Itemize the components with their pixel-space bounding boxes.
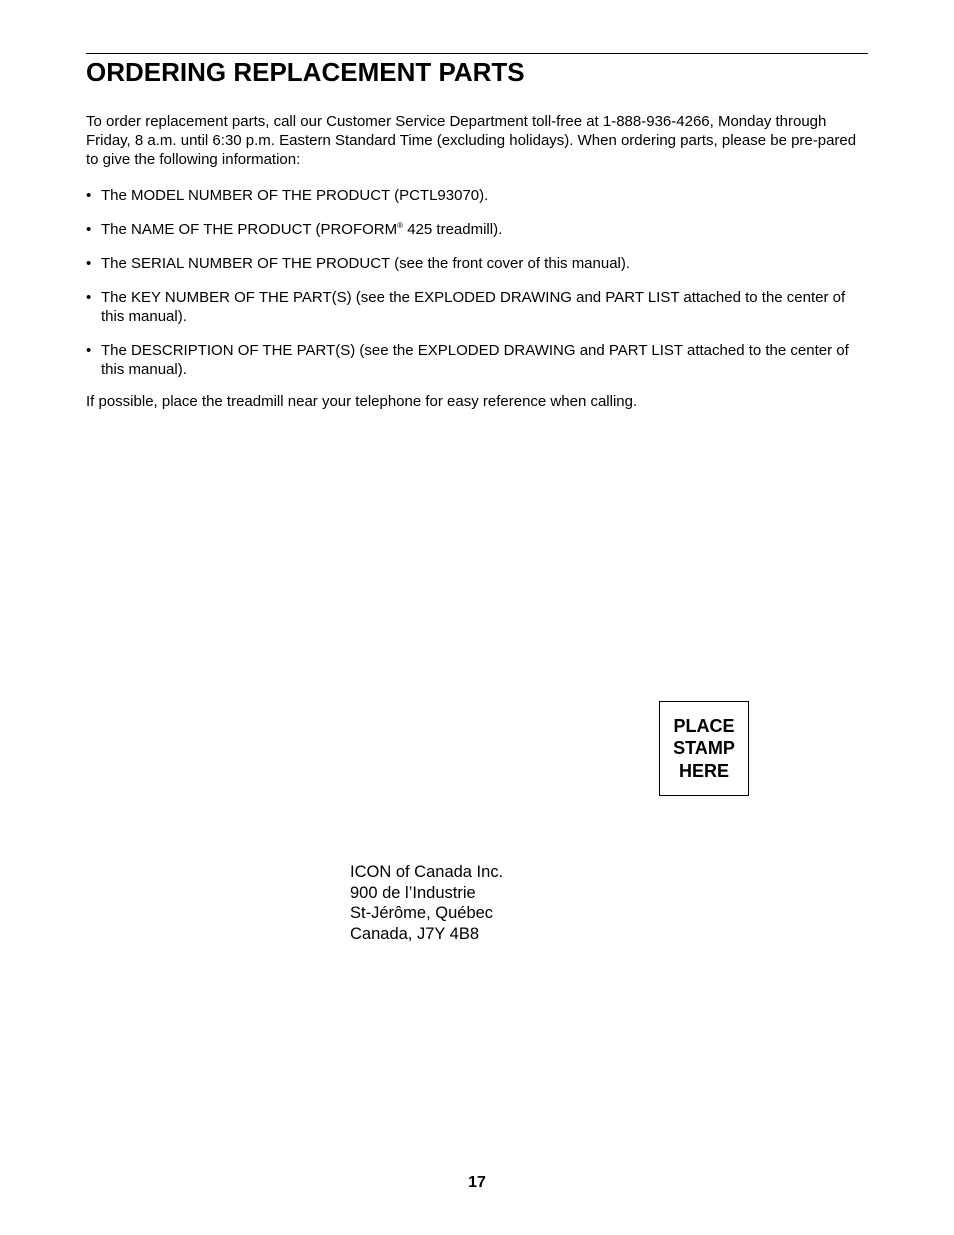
- list-item-text: The NAME OF THE PRODUCT (PROFORM: [101, 221, 398, 238]
- page-number: 17: [468, 1174, 486, 1191]
- list-item-text: The MODEL NUMBER OF THE PRODUCT (PCTL93070).: [101, 187, 489, 204]
- mailing-address: [350, 862, 503, 944]
- list-item-key-number: [86, 288, 871, 326]
- address-line: St-Jérôme, Québec: [350, 904, 494, 922]
- title-rule: [86, 53, 868, 54]
- bullet-marker: •: [86, 289, 92, 306]
- page-title: ORDERING REPLACEMENT PARTS: [86, 57, 525, 87]
- stamp-line: STAMP: [673, 738, 735, 759]
- bullet-marker: •: [86, 221, 92, 238]
- closing-paragraph: If possible, place the treadmill near your telephone for easy reference when calling.: [86, 393, 638, 410]
- address-line: Canada, J7Y 4B8: [350, 924, 480, 943]
- bullet-marker: •: [86, 187, 92, 204]
- list-item-model-number: [86, 186, 871, 205]
- stamp-line: PLACE: [673, 715, 735, 736]
- bullet-marker: •: [86, 255, 92, 272]
- stamp-line: HERE: [678, 760, 729, 781]
- bullet-marker: •: [86, 342, 92, 359]
- list-item-text-continued: 425 treadmill).: [403, 221, 503, 238]
- list-item-text: The DESCRIPTION OF THE PART(S) (see the EXPLODED DRAWING and PART LIST attached to the center of this manual).: [101, 342, 849, 378]
- list-item-text: The SERIAL NUMBER OF THE PRODUCT (see the front cover of this manual).: [101, 255, 631, 272]
- intro-paragraph: To order replacement parts, call our Customer Service Department toll-free at 1-888-936-4266, Monday through Friday, 8 a.m. until 6:30 p.m. Eastern Standard Time (excluding holidays). When ordering parts, please be pre-pared to give the following information:: [86, 113, 857, 168]
- list-item-description: [86, 341, 871, 379]
- address-line: ICON of Canada Inc.: [350, 863, 504, 881]
- address-line: 900 de l’Industrie: [350, 883, 476, 902]
- list-item-text: The KEY NUMBER OF THE PART(S) (see the EXPLODED DRAWING and PART LIST attached to the center of this manual).: [101, 289, 846, 325]
- required-info-list: [86, 186, 871, 394]
- registered-mark: ®: [397, 221, 404, 230]
- list-item-serial-number: [86, 254, 871, 273]
- stamp-box: [659, 701, 749, 796]
- list-item-product-name: [86, 220, 871, 239]
